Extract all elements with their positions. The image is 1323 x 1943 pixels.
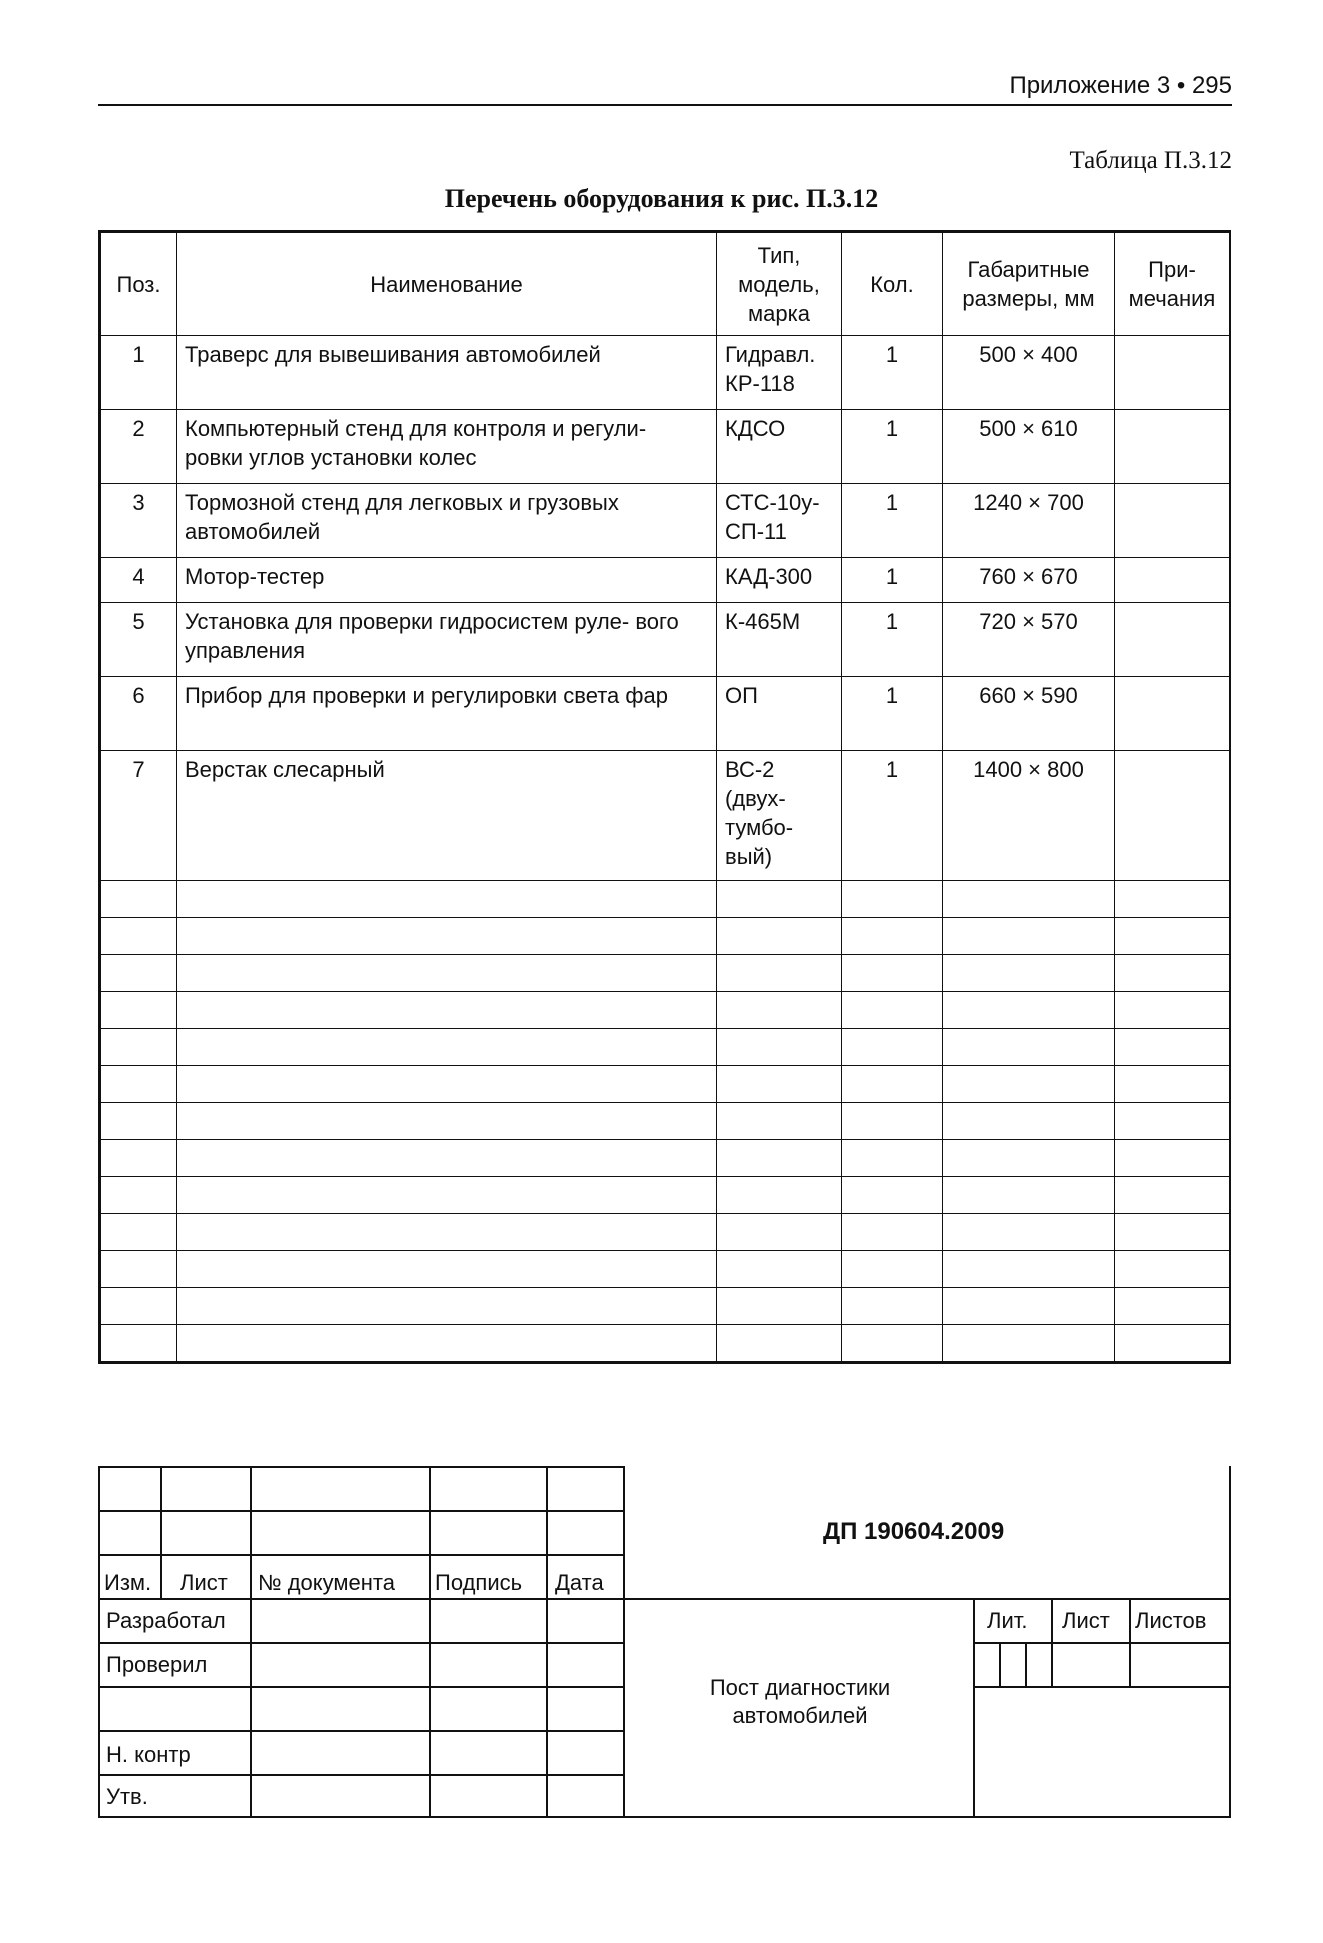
empty-cell (101, 955, 177, 992)
empty-cell (842, 1214, 943, 1251)
empty-cell (842, 1325, 943, 1362)
cell-notes (1115, 677, 1230, 751)
cell-notes (1115, 603, 1230, 677)
header-rule (98, 104, 1232, 106)
table-title: Перечень оборудования к рис. П.3.12 (444, 184, 879, 213)
cell-pos: 3 (101, 484, 177, 558)
empty-cell (177, 1325, 717, 1362)
cell-type: ОП (717, 677, 842, 751)
cell-name: Установка для проверки гидросистем руле- вого управления (177, 603, 717, 677)
col-header-name: Наименование (177, 233, 717, 336)
empty-cell (717, 1029, 842, 1066)
cell-pos: 5 (101, 603, 177, 677)
empty-cell (943, 1214, 1115, 1251)
empty-cell (717, 881, 842, 918)
cell-pos: 2 (101, 410, 177, 484)
cell-name: Верстак слесарный (177, 751, 717, 881)
empty-cell (1115, 918, 1230, 955)
cell-dims: 720 × 570 (943, 603, 1115, 677)
cell-qty: 1 (842, 751, 943, 881)
empty-cell (717, 1140, 842, 1177)
empty-cell (943, 1140, 1115, 1177)
stamp-date: Дата (555, 1570, 604, 1595)
cell-qty: 1 (842, 677, 943, 751)
cell-notes (1115, 410, 1230, 484)
stamp-sheets: Листов (1135, 1608, 1207, 1633)
equipment-table-frame (98, 230, 1231, 1364)
empty-cell (1115, 1066, 1230, 1103)
table-row (101, 603, 1230, 677)
empty-cell (943, 881, 1115, 918)
empty-cell (177, 1214, 717, 1251)
empty-cell (943, 1066, 1115, 1103)
cell-dims: 500 × 400 (943, 336, 1115, 410)
cell-type: КАД-300 (717, 558, 842, 603)
empty-cell (1115, 1288, 1230, 1325)
stamp-developed: Разработал (106, 1608, 226, 1633)
empty-cell (1115, 1214, 1230, 1251)
empty-cell (177, 955, 717, 992)
col-header-type: Тип, модель, марка (717, 233, 842, 336)
stamp-document-code: ДП 190604.2009 (823, 1518, 1005, 1545)
table-row (101, 484, 1230, 558)
empty-cell (842, 1251, 943, 1288)
cell-type: ВС-2 (двух- тумбо- вый) (717, 751, 842, 881)
empty-cell (842, 992, 943, 1029)
cell-name: Прибор для проверки и регулировки света фар (177, 677, 717, 751)
stamp-norm-control: Н. контр (106, 1742, 191, 1767)
empty-row (101, 1325, 1230, 1362)
empty-cell (1115, 1103, 1230, 1140)
empty-cell (1115, 1140, 1230, 1177)
empty-cell (177, 881, 717, 918)
cell-type: К-465М (717, 603, 842, 677)
cell-pos: 7 (101, 751, 177, 881)
empty-cell (717, 1177, 842, 1214)
col-header-notes: При- мечания (1115, 233, 1230, 336)
empty-cell (1115, 881, 1230, 918)
empty-cell (943, 918, 1115, 955)
stamp-lit: Лит. (987, 1608, 1028, 1633)
cell-name: Тормозной стенд для легковых и грузовых автомобилей (177, 484, 717, 558)
empty-cell (717, 955, 842, 992)
empty-cell (1115, 1251, 1230, 1288)
cell-pos: 4 (101, 558, 177, 603)
empty-cell (101, 1325, 177, 1362)
cell-dims: 1240 × 700 (943, 484, 1115, 558)
empty-cell (101, 1029, 177, 1066)
empty-cell (943, 955, 1115, 992)
cell-pos: 1 (101, 336, 177, 410)
empty-cell (842, 1177, 943, 1214)
table-row (101, 677, 1230, 751)
stamp-subject: Пост диагностики автомобилей (709, 1675, 891, 1728)
empty-cell (177, 1140, 717, 1177)
empty-cell (717, 1103, 842, 1140)
empty-cell (101, 918, 177, 955)
cell-notes (1115, 336, 1230, 410)
empty-cell (717, 1325, 842, 1362)
empty-cell (101, 1066, 177, 1103)
empty-cell (717, 1251, 842, 1288)
empty-cell (101, 1251, 177, 1288)
empty-cell (943, 1288, 1115, 1325)
empty-cell (177, 1251, 717, 1288)
empty-row (101, 1177, 1230, 1214)
empty-cell (842, 1066, 943, 1103)
empty-cell (717, 1288, 842, 1325)
cell-dims: 1400 × 800 (943, 751, 1115, 881)
empty-row (101, 1066, 1230, 1103)
empty-cell (1115, 955, 1230, 992)
empty-cell (943, 1177, 1115, 1214)
empty-cell (177, 1029, 717, 1066)
table-row (101, 410, 1230, 484)
col-header-pos: Поз. (101, 233, 177, 336)
empty-cell (842, 1029, 943, 1066)
empty-cell (1115, 992, 1230, 1029)
cell-notes (1115, 558, 1230, 603)
empty-cell (177, 1066, 717, 1103)
cell-name: Мотор-тестер (177, 558, 717, 603)
empty-row (101, 1029, 1230, 1066)
empty-cell (1115, 1177, 1230, 1214)
table-label: Таблица П.3.12 (1069, 147, 1232, 174)
cell-qty: 1 (842, 603, 943, 677)
empty-cell (177, 1288, 717, 1325)
cell-dims: 660 × 590 (943, 677, 1115, 751)
empty-cell (943, 992, 1115, 1029)
empty-cell (842, 1103, 943, 1140)
cell-dims: 760 × 670 (943, 558, 1115, 603)
cell-type: СТС-10у- СП-11 (717, 484, 842, 558)
stamp-list: Лист (180, 1570, 228, 1595)
cell-name: Траверс для вывешивания автомобилей (177, 336, 717, 410)
empty-cell (943, 1103, 1115, 1140)
stamp-signature: Подпись (435, 1570, 523, 1595)
empty-cell (842, 955, 943, 992)
stamp-izm: Изм. (104, 1570, 152, 1595)
cell-pos: 6 (101, 677, 177, 751)
running-head: Приложение 3 • 295 (1009, 72, 1232, 99)
empty-row (101, 955, 1230, 992)
empty-cell (101, 1288, 177, 1325)
cell-type: КДСО (717, 410, 842, 484)
empty-cell (717, 918, 842, 955)
equipment-table (100, 232, 1230, 1362)
empty-row (101, 1214, 1230, 1251)
table-row (101, 751, 1230, 881)
empty-cell (1115, 1029, 1230, 1066)
empty-row (101, 1288, 1230, 1325)
empty-cell (842, 1140, 943, 1177)
empty-cell (177, 1177, 717, 1214)
empty-row (101, 1251, 1230, 1288)
col-header-dims: Габаритные размеры, мм (943, 233, 1115, 336)
empty-cell (177, 1103, 717, 1140)
title-block (98, 1466, 1231, 1818)
empty-row (101, 881, 1230, 918)
empty-cell (101, 1177, 177, 1214)
cell-type: Гидравл. КР-118 (717, 336, 842, 410)
cell-notes (1115, 484, 1230, 558)
cell-qty: 1 (842, 336, 943, 410)
empty-cell (101, 1103, 177, 1140)
empty-cell (101, 1214, 177, 1251)
cell-qty: 1 (842, 410, 943, 484)
empty-cell (177, 918, 717, 955)
empty-cell (842, 881, 943, 918)
cell-name: Компьютерный стенд для контроля и регули- ровки углов установки колес (177, 410, 717, 484)
stamp-sheet: Лист (1062, 1608, 1110, 1633)
cell-qty: 1 (842, 558, 943, 603)
empty-cell (842, 1288, 943, 1325)
empty-row (101, 1103, 1230, 1140)
table-row (101, 336, 1230, 410)
cell-notes (1115, 751, 1230, 881)
cell-qty: 1 (842, 484, 943, 558)
empty-cell (717, 1066, 842, 1103)
empty-cell (943, 1325, 1115, 1362)
table-row (101, 558, 1230, 603)
empty-row (101, 1140, 1230, 1177)
empty-cell (842, 918, 943, 955)
stamp-checked: Проверил (106, 1652, 208, 1677)
empty-cell (101, 992, 177, 1029)
stamp-doc-no: № документа (258, 1570, 395, 1595)
table-header-row (101, 233, 1230, 336)
empty-cell (943, 1251, 1115, 1288)
empty-cell (101, 881, 177, 918)
col-header-qty: Кол. (842, 233, 943, 336)
empty-row (101, 918, 1230, 955)
empty-cell (943, 1029, 1115, 1066)
empty-cell (177, 992, 717, 1029)
empty-cell (101, 1140, 177, 1177)
empty-cell (717, 1214, 842, 1251)
stamp-approved: Утв. (106, 1784, 148, 1809)
cell-dims: 500 × 610 (943, 410, 1115, 484)
empty-cell (1115, 1325, 1230, 1362)
empty-cell (717, 992, 842, 1029)
empty-row (101, 992, 1230, 1029)
